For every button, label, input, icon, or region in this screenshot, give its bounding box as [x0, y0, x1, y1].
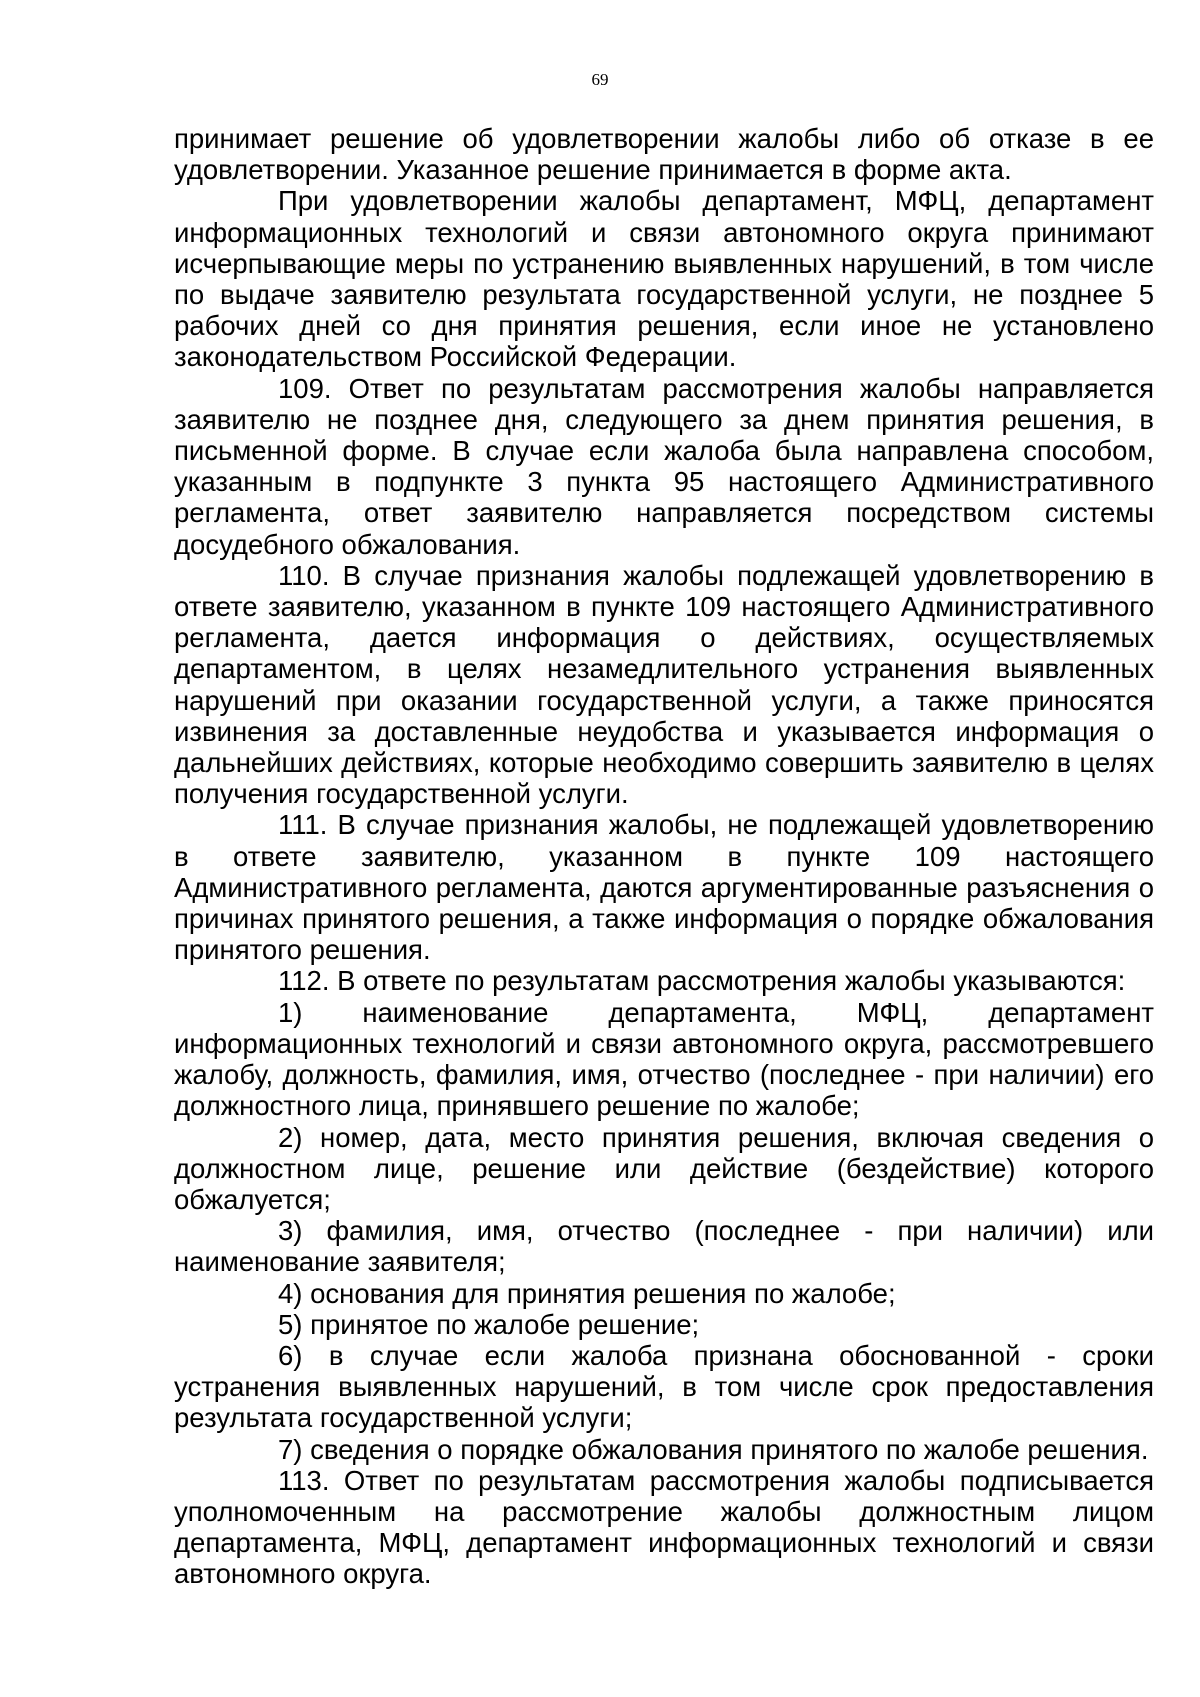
paragraph: 111. В случае признания жалобы, не подлежащей удовлетворению в ответе заявителю, указанном в пункте 109 настоящего Административного регламента, даются аргументированные разъяснения о причинах принятого решения, а также информация о порядке обжалования принятого решения. [174, 809, 1154, 966]
paragraph: 110. В случае признания жалобы подлежащей удовлетворению в ответе заявителю, указанном в пункте 109 настоящего Административного регламента, дается информация о действиях, осуществляемых департаментом, в целях незамедлительного устранения выявленных нарушений при оказании государственной услуги, а также приносятся извинения за доставленные неудобства и указывается информация о дальнейших действиях, которые необходимо совершить заявителю в целях получения государственной услуги. [174, 559, 1154, 810]
page-number: 69 [591, 70, 609, 89]
paragraph: 112. В ответе по результатам рассмотрения жалобы указываются: [278, 965, 1126, 997]
list-item: 1) наименование департамента, МФЦ, департамент информационных технологий и связи автономного округа, рассмотревшего жалобу, должность, фамилия, имя, отчество (последнее - при наличии) его должностного лица, принявшего решение по жалобе; [174, 996, 1154, 1122]
list-item: 4) основания для принятия решения по жалобе; [278, 1277, 896, 1309]
list-item: 6) в случае если жалоба признана обоснованной - сроки устранения выявленных нарушений, в том числе срок предоставления результата государственной услуги; [174, 1339, 1154, 1434]
list-item: 7) сведения о порядке обжалования принятого по жалобе решения. [278, 1433, 1149, 1465]
list-item: 3) фамилия, имя, отчество (последнее - при наличии) или наименование заявителя; [174, 1215, 1154, 1278]
document-body [174, 123, 1154, 1590]
paragraph: принимает решение об удовлетворении жалобы либо об отказе в ее удовлетворении. Указанное решение принимается в форме акта. [174, 123, 1154, 186]
paragraph: 109. Ответ по результатам рассмотрения жалобы направляется заявителю не позднее дня, следующего за днем принятия решения, в письменной форме. В случае если жалоба была направлена способом, указанным в подпункте 3 пункта 95 настоящего Административного регламента, ответ заявителю направляется посредством системы досудебного обжалования. [174, 372, 1154, 560]
paragraph: При удовлетворении жалобы департамент, МФЦ, департамент информационных технологий и связи автономного округа принимают исчерпывающие меры по устранению выявленных нарушений, в том числе по выдаче заявителю результата государственной услуги, не позднее 5 рабочих дней со дня принятия решения, если иное не установлено законодательством Российской Федерации. [174, 185, 1154, 373]
list-item: 5) принятое по жалобе решение; [278, 1308, 700, 1340]
paragraph: 113. Ответ по результатам рассмотрения жалобы подписывается уполномоченным на рассмотрение жалобы должностным лицом департамента, МФЦ, департамент информационных технологий и связи автономного округа. [174, 1464, 1154, 1590]
list-item: 2) номер, дата, место принятия решения, включая сведения о должностном лице, решение или действие (бездействие) которого обжалуется; [174, 1121, 1154, 1215]
